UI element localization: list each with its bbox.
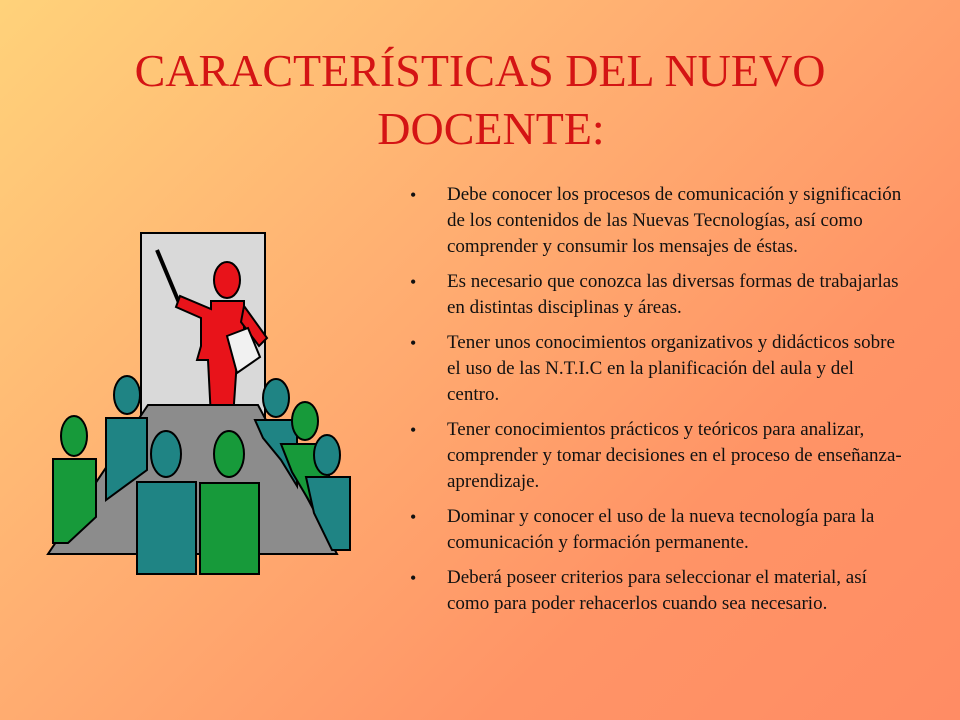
bullet-icon: • bbox=[410, 507, 417, 527]
list-item bbox=[408, 417, 908, 495]
bullet-icon: • bbox=[410, 568, 417, 588]
list-item-text: Tener unos conocimientos organizativos y didácticos sobre el uso de las N.T.I.C en la planificación del aula y del centro. bbox=[447, 332, 895, 405]
list-item bbox=[408, 269, 908, 321]
list-item bbox=[408, 504, 908, 556]
list-item-text: Debe conocer los procesos de comunicación y significación de los contenidos de las Nuevas Tecnologías, así como comprender y consumir los mensajes de éstas. bbox=[447, 184, 902, 257]
bullet-icon: • bbox=[410, 420, 417, 440]
list-item bbox=[408, 182, 908, 260]
list-item-text: Tener conocimientos prácticos y teóricos para analizar, comprender y tomar decisiones en el proceso de enseñanza-aprendizaje. bbox=[447, 419, 902, 492]
bullet-icon: • bbox=[410, 185, 417, 205]
list-item bbox=[408, 565, 908, 617]
title-line-1: CARACTERÍSTICAS DEL NUEVO bbox=[134, 45, 826, 96]
slide-title bbox=[40, 42, 920, 158]
list-item bbox=[408, 330, 908, 408]
person-far-left-icon bbox=[53, 416, 96, 543]
teacher-presentation-illustration bbox=[30, 228, 360, 580]
list-item-text: Deberá poseer criterios para seleccionar el material, así como para poder rehacerlos cuando sea necesario. bbox=[447, 567, 867, 614]
classroom-clipart-icon bbox=[30, 228, 360, 580]
title-line-2: DOCENTE: bbox=[377, 103, 605, 154]
list-item-text: Dominar y conocer el uso de la nueva tecnología para la comunicación y formación permanente. bbox=[447, 506, 875, 553]
bullet-icon: • bbox=[410, 333, 417, 353]
bullet-icon: • bbox=[410, 272, 417, 292]
characteristics-list bbox=[408, 182, 908, 626]
list-item-text: Es necesario que conozca las diversas formas de trabajarlas en distintas disciplinas y áreas. bbox=[447, 271, 899, 318]
